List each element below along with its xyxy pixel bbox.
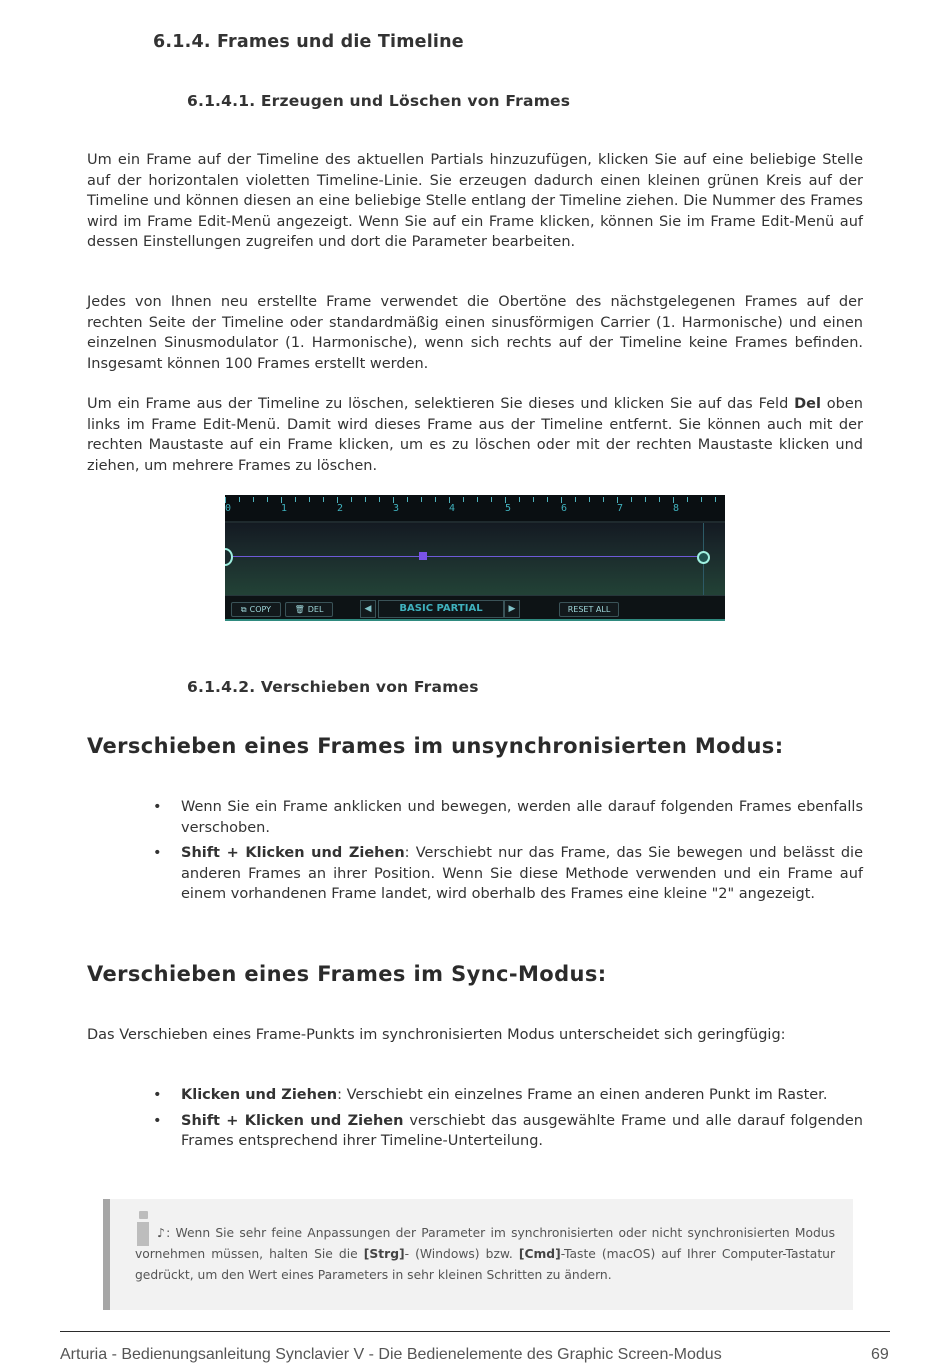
subsection-heading-move: 6.1.4.2. Verschieben von Frames <box>187 678 479 696</box>
list-item-text: Wenn Sie ein Frame anklicken und bewegen, werden alle darauf folgenden Frames ebenfalls verschoben. <box>181 799 863 836</box>
tip-tail: -Taste (macOS) auf Ihrer Computer-Tastatur gedrückt, um den Wert eines Parameters in sehr kleinen Schritten zu ändern. <box>135 1246 836 1282</box>
key-cmd: [Cmd] <box>518 1246 561 1261</box>
paragraph-text: Um ein Frame aus der Timeline zu löschen, selektieren Sie dieses und klicken Sie auf das Feld <box>87 396 795 412</box>
ruler-tick <box>253 497 254 502</box>
ruler-tick <box>435 497 436 502</box>
del-key-label: Del <box>794 396 821 412</box>
timeline-toolbar <box>225 595 725 621</box>
ruler-number: 2 <box>337 503 344 514</box>
key-strg: [Strg] <box>363 1246 405 1261</box>
ruler-tick <box>575 497 576 502</box>
ruler-tick <box>701 497 702 502</box>
copy-icon: ⧉ <box>240 605 247 614</box>
sync-list <box>153 1085 863 1157</box>
ruler-tick <box>407 497 408 502</box>
frame-end-point[interactable] <box>697 551 710 564</box>
copy-button[interactable] <box>231 602 281 617</box>
unsync-list <box>153 797 863 910</box>
ruler-tick <box>365 497 366 502</box>
ruler-tick <box>519 497 520 502</box>
paragraph-sync-intro: Das Verschieben eines Frame-Punkts im synchronisierten Modus unterscheidet sich geringfügig: <box>87 1027 786 1043</box>
ruler-tick <box>239 497 240 502</box>
timeline-ruler <box>225 495 725 523</box>
partial-name-display: BASIC PARTIAL <box>378 600 504 618</box>
ruler-number: 0 <box>225 503 232 514</box>
del-label: DEL <box>307 605 324 614</box>
trash-icon: 🗑 <box>294 605 305 614</box>
frame-point-selected[interactable] <box>419 552 427 560</box>
ruler-tick <box>547 497 548 502</box>
ruler-tick <box>533 497 534 502</box>
footer-divider <box>60 1331 890 1332</box>
tip-box <box>103 1199 853 1310</box>
ruler-tick <box>323 497 324 502</box>
ruler-tick <box>659 497 660 502</box>
paragraph-delete-frame <box>87 394 863 476</box>
ruler-tick <box>463 497 464 502</box>
ruler-tick <box>687 497 688 502</box>
ruler-tick <box>309 497 310 502</box>
ruler-tick <box>589 497 590 502</box>
frame-start-point[interactable] <box>225 548 233 566</box>
tip-mid: - (Windows) bzw. <box>404 1246 519 1261</box>
page-number: 69 <box>871 1346 889 1363</box>
footer-text: Arturia - Bedienungsanleitung Synclavier V - Die Bedienelemente des Graphic Screen-Modus <box>60 1346 722 1363</box>
list-item <box>153 1085 863 1106</box>
ruler-number: 7 <box>617 503 624 514</box>
ruler-tick <box>477 497 478 502</box>
copy-label: COPY <box>249 605 272 614</box>
ruler-number: 4 <box>449 503 456 514</box>
list-item-bold: Klicken und Ziehen <box>181 1087 338 1103</box>
heading-sync-mode: Verschieben eines Frames im Sync-Modus: <box>87 962 607 986</box>
list-item <box>153 797 863 838</box>
list-item <box>153 843 863 905</box>
tip-text <box>135 1223 835 1285</box>
ruler-tick <box>645 497 646 502</box>
ruler-tick <box>491 497 492 502</box>
section-heading: 6.1.4. Frames und die Timeline <box>153 32 464 52</box>
heading-unsync-mode: Verschieben eines Frames im unsynchronisierten Modus: <box>87 734 784 758</box>
prev-partial-button[interactable]: ◀ <box>360 600 376 618</box>
paragraph-add-frame: Um ein Frame auf der Timeline des aktuellen Partials hinzuzufügen, klicken Sie auf eine beliebige Stelle auf der horizontalen violetten Timeline-Linie. Sie erzeugen dadurch einen kleinen grünen Kreis auf der Timeline und können diesen an eine beliebige Stelle entlang der Timeline ziehen. Die Nummer des Frames wird im Frame Edit-Menü angezeigt. Wenn Sie auf ein Frame klicken, können Sie im Frame Edit-Menü auf dessen Einstellungen zugreifen und dort die Parameter bearbeiten. <box>87 152 863 251</box>
timeline-screenshot <box>225 495 725 621</box>
list-item-text: : Verschiebt nur das Frame, das Sie bewegen und belässt die anderen Frames an ihrer Position. Wenn Sie diese Methode verwenden und ein Frame auf einem vorhandenen Frame landet, wird oberhalb des Frames eine kleine "2" angezeigt. <box>181 845 863 903</box>
timeline-line[interactable] <box>225 556 703 557</box>
tip-lead: ♪: Wenn Sie sehr feine Anpassungen der Parameter im synchronisierten oder nicht synchronisierten Modus vornehmen müssen, halten Sie die <box>135 1226 835 1261</box>
ruler-tick <box>603 497 604 502</box>
ruler-tick <box>295 497 296 502</box>
paragraph-text: oben links im Frame Edit-Menü. Damit wird dieses Frame aus der Timeline entfernt. Sie können auch mit der rechten Maustaste auf ein Frame klicken, um es zu löschen oder mit der rechten Maustaste klicken und ziehen, um mehrere Frames zu löschen. <box>87 396 863 474</box>
timeline-field <box>225 523 725 595</box>
del-button[interactable] <box>285 602 333 617</box>
list-item-text: verschiebt das ausgewählte Frame und alle darauf folgenden Frames entsprechend ihrer Timeline-Unterteilung. <box>181 1112 863 1150</box>
list-item-bold: Shift + Klicken und Ziehen <box>181 845 405 862</box>
list-item <box>153 1111 863 1152</box>
next-partial-button[interactable]: ▶ <box>504 600 520 618</box>
ruler-tick <box>267 497 268 502</box>
paragraph-harmonics: Jedes von Ihnen neu erstellte Frame verwendet die Obertöne des nächstgelegenen Frames auf der rechten Seite der Timeline oder standardmäßig einen sinusförmigen Carrier (1. Harmonische) und einen einzelnen Sinusmodulator (1. Harmonische), wenn sich rechts auf der Timeline keine Frames befinden. Insgesamt können 100 Frames erstellt werden. <box>87 294 863 372</box>
list-item-text: : Verschiebt ein einzelnes Frame an einen anderen Punkt im Raster. <box>337 1087 828 1103</box>
ruler-number: 6 <box>561 503 568 514</box>
ruler-tick <box>715 497 716 502</box>
ruler-tick <box>379 497 380 502</box>
ruler-number: 8 <box>673 503 680 514</box>
ruler-number: 3 <box>393 503 400 514</box>
reset-all-button[interactable]: RESET ALL <box>559 602 619 617</box>
list-item-bold: Shift + Klicken und Ziehen <box>181 1112 404 1129</box>
subsection-heading-create-delete: 6.1.4.1. Erzeugen und Löschen von Frames <box>187 92 571 110</box>
ruler-tick <box>421 497 422 502</box>
bottom-accent-line <box>225 619 725 621</box>
ruler-tick <box>351 497 352 502</box>
ruler-number: 5 <box>505 503 512 514</box>
ruler-number: 1 <box>281 503 288 514</box>
ruler-tick <box>631 497 632 502</box>
